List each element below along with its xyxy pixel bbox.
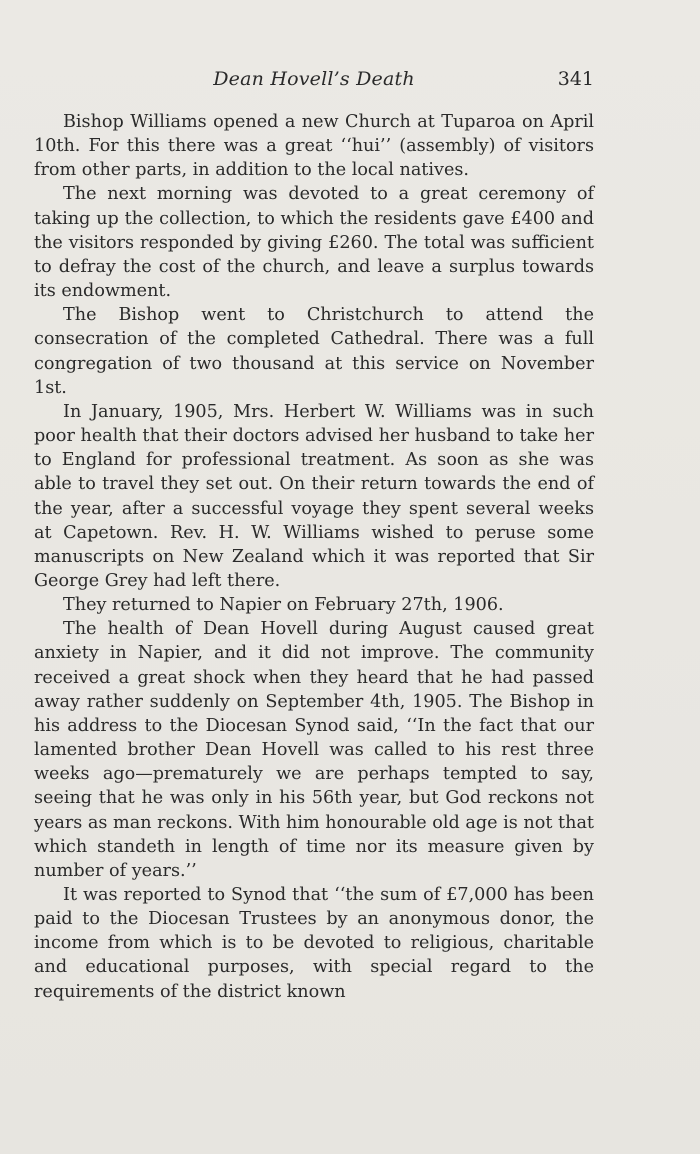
paragraph: The health of Dean Hovell during August caused great anxiety in Napier, and it did not improve. The community received a great shock when they heard that he had passed away rather suddenly on September 4th, 1905. The Bishop in his address to the Diocesan Synod said, ‘‘In the fact that our lamented brother Dean Hovell was called to his rest three weeks ago—prematurely we are perhaps tempted to say, seeing that he was only in his 56th year, but God reckons not years as man reckons. With him honourable old age is not that which standeth in length of time nor its measure given by number of years.’’ [34,619,594,881]
page-header [34,68,594,98]
paragraph: Bishop Williams opened a new Church at Tuparoa on April 10th. For this there was a great ‘‘hui’’ (assembly) of visitors from other parts, in addition to the local natives. [34,112,594,181]
page-number: 341 [557,68,594,90]
paragraph: The Bishop went to Christchurch to attend the consecration of the completed Cathedral. There was a full congregation of two thousand at this service on November 1st. [34,305,594,398]
paragraph: The next morning was devoted to a great ceremony of taking up the collection, to which the residents gave £400 and the visitors responded by giving £260. The total was sufficient to defray the cost of the church, and leave a surplus towards its endowment. [34,184,594,302]
body-text [34,110,594,1004]
running-title: Dean Hovell’s Death [213,68,415,90]
paragraph: It was reported to Synod that ‘‘the sum of £7,000 has been paid to the Diocesan Trustees by an anonymous donor, the income from which is to be devoted to religious, charitable and educational purposes, with special regard to the requirements of the district known [34,885,594,1002]
paragraph: In January, 1905, Mrs. Herbert W. Williams was in such poor health that their doctors advised her husband to take her to England for professional treatment. As soon as she was able to travel they set out. On their return towards the end of the year, after a successful voyage they spent several weeks at Capetown. Rev. H. W. Williams wished to peruse some manuscripts on New Zealand which it was reported that Sir George Grey had left there. [34,401,594,591]
paragraph: They returned to Napier on February 27th, 1906. [63,595,504,616]
